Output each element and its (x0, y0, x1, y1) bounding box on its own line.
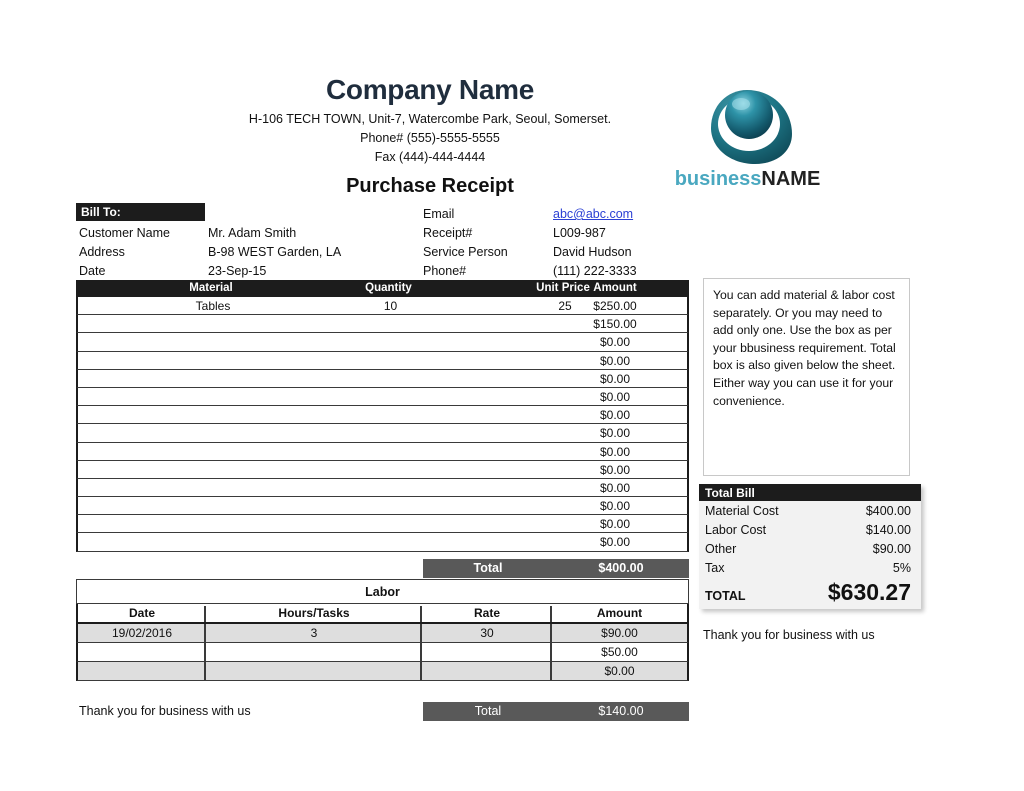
note-text: You can add material & labor cost separately. Or you may need to add only one. Use the box as per your bbusiness requirement. Total box is also given below the sheet. Either way you can use it for your convenience. (713, 288, 896, 408)
grand-total-value: $630.27 (827, 579, 911, 605)
thanks-message-right: Thank you for business with us (703, 628, 875, 642)
date-label: Date (79, 264, 106, 278)
table-row[interactable] (76, 479, 689, 497)
cell-amount: $0.00 (599, 517, 631, 532)
email-label: Email (423, 207, 455, 221)
cell-quantity: 10 (383, 299, 398, 313)
material-total-row (423, 559, 689, 578)
tax-value: 5% (892, 561, 911, 575)
cell-rate: 30 (480, 626, 494, 640)
total-bill-row-material (699, 504, 921, 523)
cell-amount: $250.00 (593, 299, 637, 313)
company-address: H-106 TECH TOWN, Unit-7, Watercombe Park, Seoul, Somerset. (248, 112, 612, 126)
grand-total-label: TOTAL (705, 589, 746, 603)
tax-label: Tax (705, 561, 725, 575)
phone-label: Phone# (423, 264, 467, 278)
total-bill-row-other (699, 542, 921, 561)
table-row[interactable] (76, 662, 689, 681)
company-name: Company Name (325, 74, 534, 105)
table-row[interactable] (76, 352, 689, 370)
cell-amount: $0.00 (599, 408, 631, 423)
labor-total-value: $140.00 (598, 704, 644, 718)
cell-amount: $0.00 (599, 353, 631, 368)
cell-amount: $0.00 (599, 535, 631, 550)
company-logo (655, 84, 840, 194)
cell-amount: $0.00 (599, 335, 631, 350)
service-person-label: Service Person (423, 245, 508, 259)
customer-name-label: Customer Name (79, 226, 170, 240)
page-title: Purchase Receipt (346, 175, 514, 197)
cell-date: 19/02/2016 (111, 626, 173, 640)
material-cost-label: Material Cost (705, 504, 779, 518)
cell-hours-tasks: 3 (310, 626, 318, 640)
cell-amount: $0.00 (599, 389, 631, 404)
labor-cost-label: Labor Cost (705, 523, 767, 537)
other-label: Other (705, 542, 737, 556)
table-row[interactable] (76, 461, 689, 479)
service-person-value: David Hudson (553, 245, 632, 259)
labor-table (76, 579, 689, 681)
receipt-number-value: L009-987 (553, 226, 606, 240)
labor-total-label: Total (474, 704, 502, 718)
note-box (703, 278, 910, 476)
cell-unit-price: 25 (558, 299, 572, 313)
labor-table-title: Labor (76, 579, 689, 604)
labor-table-body (76, 624, 689, 681)
cell-amount: $0.00 (599, 499, 631, 514)
table-row[interactable] (76, 443, 689, 461)
table-row[interactable] (76, 497, 689, 515)
labor-total-row (423, 702, 689, 721)
cell-amount: $150.00 (593, 317, 637, 332)
table-row[interactable] (76, 370, 689, 388)
column-divider (420, 662, 422, 680)
column-header-unit-price: Unit Price (536, 282, 590, 294)
phone-value: (111) 222-3333 (553, 264, 637, 278)
logo-text-dark: NAME (761, 168, 821, 190)
material-total-label: Total (473, 561, 503, 575)
receipt-number-label: Receipt# (423, 226, 473, 240)
logo-text (655, 168, 840, 191)
address-label: Address (79, 245, 125, 259)
column-header-hours-tasks: Hours/Tasks (278, 606, 350, 620)
thanks-message-left: Thank you for business with us (79, 704, 251, 718)
logo-text-light: business (674, 168, 762, 190)
material-table-header (76, 280, 689, 297)
column-header-labor-amount: Amount (596, 606, 643, 620)
cell-amount: $0.00 (599, 426, 631, 441)
cell-labor-amount: $50.00 (601, 645, 638, 659)
column-divider (204, 643, 206, 661)
table-row[interactable] (76, 424, 689, 442)
bill-to-header (76, 203, 205, 221)
total-bill-panel (699, 484, 921, 609)
company-fax: Fax (444)-444-4444 (374, 150, 486, 164)
total-bill-row-labor (699, 523, 921, 542)
cell-amount: $0.00 (599, 462, 631, 477)
column-header-date: Date (128, 606, 155, 620)
total-bill-title: Total Bill (705, 486, 755, 500)
sphere-ring-logo-icon (697, 84, 797, 166)
column-header-amount: Amount (593, 282, 637, 294)
cell-amount: $0.00 (599, 480, 631, 495)
table-row[interactable] (76, 533, 689, 551)
table-row[interactable] (76, 315, 689, 333)
material-cost-value: $400.00 (865, 504, 911, 518)
other-value: $90.00 (872, 542, 911, 556)
table-row[interactable] (76, 643, 689, 662)
column-divider (420, 643, 422, 661)
table-row[interactable] (76, 406, 689, 424)
cell-amount: $0.00 (599, 371, 631, 386)
date-value: 23-Sep-15 (208, 264, 267, 278)
column-divider (204, 662, 206, 680)
material-total-value: $400.00 (598, 561, 644, 575)
column-header-material: Material (189, 282, 233, 294)
column-header-quantity: Quantity (365, 282, 412, 294)
address-value: B-98 WEST Garden, LA (208, 245, 342, 259)
customer-name-value: Mr. Adam Smith (208, 226, 297, 240)
table-row[interactable] (76, 333, 689, 351)
company-phone: Phone# (555)-5555-5555 (360, 131, 500, 145)
cell-material: Tables (195, 299, 231, 313)
labor-table-header (76, 604, 689, 624)
total-bill-row-tax (699, 561, 921, 580)
table-row[interactable] (76, 297, 689, 315)
cell-amount: $0.00 (599, 444, 631, 459)
cell-labor-amount: $0.00 (604, 664, 635, 678)
material-table-body (76, 297, 689, 552)
labor-cost-value: $140.00 (865, 523, 911, 537)
table-row[interactable] (76, 624, 689, 643)
bill-to-label: Bill To: (81, 205, 121, 219)
cell-labor-amount: $90.00 (601, 626, 638, 640)
total-bill-grand-total (699, 579, 921, 605)
column-header-rate: Rate (473, 606, 500, 620)
table-row[interactable] (76, 388, 689, 406)
table-row[interactable] (76, 515, 689, 533)
total-bill-header (699, 484, 921, 501)
email-link[interactable]: abc@abc.com (553, 207, 634, 221)
material-table (76, 280, 689, 552)
